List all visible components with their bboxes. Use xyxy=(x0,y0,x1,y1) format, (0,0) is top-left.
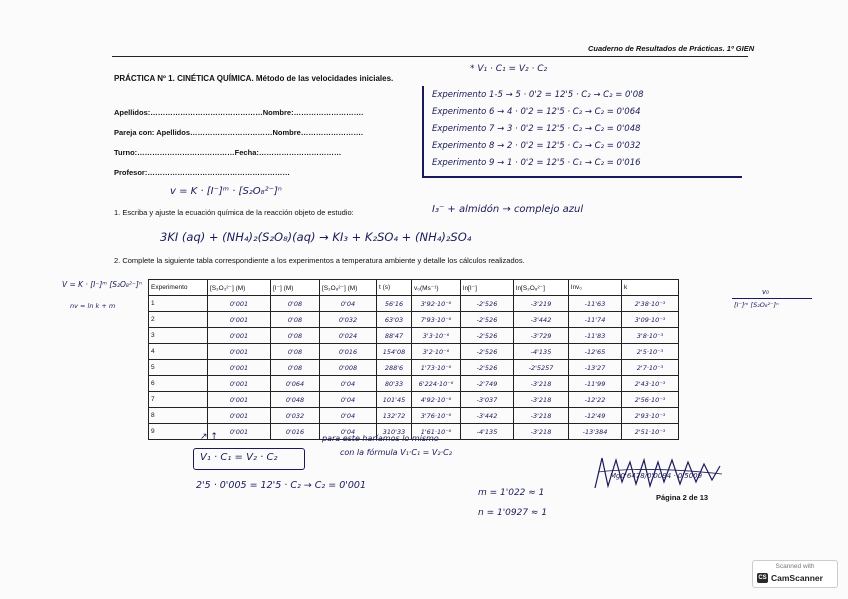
table-cell: 310'33 xyxy=(377,424,412,440)
table-cell: 2'56·10⁻³ xyxy=(622,392,679,408)
scanner-badge xyxy=(752,560,838,588)
results-table xyxy=(148,279,679,440)
table-cell: -3'219 xyxy=(514,296,569,312)
table-cell: -3'218 xyxy=(514,424,569,440)
table-cell: 0'08 xyxy=(271,296,320,312)
table-cell: -3'218 xyxy=(514,408,569,424)
column-header: lnv₀ xyxy=(569,280,622,296)
table-cell: 0'016 xyxy=(271,424,320,440)
top-formula-note: * V₁ · C₁ = V₂ · C₂ xyxy=(470,64,548,74)
table-cell: 2 xyxy=(149,312,208,328)
table-cell: -3'729 xyxy=(514,328,569,344)
form-pareja: Pareja con: Apellidos……………………………Nombre……………………. xyxy=(114,128,363,137)
table-cell: 0'001 xyxy=(208,392,271,408)
table-cell: 6'224·10⁻⁶ xyxy=(412,376,461,392)
table-cell: 1'61·10⁻⁶ xyxy=(412,424,461,440)
question-1: 1. Escriba y ajuste la ecuación química de la reacción objeto de estudio: xyxy=(114,208,354,217)
experiment-note-3: Experimento 7 → 3 · 0'2 = 12'5 · C₂ → C₂ = 0'048 xyxy=(432,124,641,134)
table-cell: 7 xyxy=(149,392,208,408)
table-cell: -3'218 xyxy=(514,392,569,408)
table-cell: 0'032 xyxy=(271,408,320,424)
question-2: 2. Complete la siguiente tabla correspondiente a los experimentos a temperatura ambiente y detalle los cálculos realizados. xyxy=(114,256,525,265)
table-cell: 3'76·10⁻⁶ xyxy=(412,408,461,424)
header-rule xyxy=(112,56,748,57)
table-cell: 0'04 xyxy=(320,376,377,392)
n-result: n = 1'0927 ≈ 1 xyxy=(478,508,548,518)
table-cell: 2'5·10⁻³ xyxy=(622,344,679,360)
table-cell: -11'83 xyxy=(569,328,622,344)
table-cell: 7'93·10⁻⁶ xyxy=(412,312,461,328)
table-cell: -11'99 xyxy=(569,376,622,392)
arrow-marks-icon: ↗ ↑ xyxy=(200,432,218,442)
arrow-note-line-1: para este haríamos lo mismo xyxy=(322,434,439,443)
arrow-note-line-2: con la fórmula V₁·C₁ = V₂·C₂ xyxy=(340,448,452,457)
k-formula-denominator: [I⁻]ᵐ [S₂O₈²⁻]ⁿ xyxy=(734,301,779,309)
table-cell: -2'526 xyxy=(461,360,514,376)
table-cell: 0'001 xyxy=(208,344,271,360)
table-cell: 0'032 xyxy=(320,312,377,328)
table-cell: 3'8·10⁻³ xyxy=(622,328,679,344)
table-cell: -3'442 xyxy=(514,312,569,328)
table-cell: 101'45 xyxy=(377,392,412,408)
table-cell: 0'001 xyxy=(208,360,271,376)
table-cell: -2'749 xyxy=(461,376,514,392)
table-cell: 0'024 xyxy=(320,328,377,344)
table-cell: -12'65 xyxy=(569,344,622,360)
table-cell: 0'064 xyxy=(271,376,320,392)
column-header: v₀(Ms⁻¹) xyxy=(412,280,461,296)
table-cell: 0'08 xyxy=(271,360,320,376)
table-cell: 80'33 xyxy=(377,376,412,392)
table-cell: 0'08 xyxy=(271,312,320,328)
camscanner-logo-icon: CS xyxy=(758,575,767,581)
table-cell: 5 xyxy=(149,360,208,376)
page-number: Página 2 de 13 xyxy=(656,493,709,502)
table-cell: 63'03 xyxy=(377,312,412,328)
table-cell: -3'442 xyxy=(461,408,514,424)
table-row xyxy=(149,296,679,312)
table-row xyxy=(149,408,679,424)
table-cell: 0'001 xyxy=(208,312,271,328)
table-cell: 0'001 xyxy=(208,328,271,344)
experiment-note-1: Experimento 1-5 → 5 · 0'2 = 12'5 · C₂ → C₂ = 0'08 xyxy=(432,90,644,100)
column-header: [S₂O₈²⁻] (M) xyxy=(320,280,377,296)
table-cell: -2'526 xyxy=(461,296,514,312)
experiment-note-4: Experimento 8 → 2 · 0'2 = 12'5 · C₂ → C₂ = 0'032 xyxy=(432,141,641,151)
table-cell: 0'001 xyxy=(208,408,271,424)
rate-law-note: v = K · [I⁻]ᵐ · [S₂O₈²⁻]ⁿ xyxy=(170,186,282,197)
column-header: [S₂O₃²⁻] (M) xyxy=(208,280,271,296)
table-cell: -4'135 xyxy=(461,424,514,440)
table-cell: 1 xyxy=(149,296,208,312)
table-cell: 0'08 xyxy=(271,328,320,344)
table-cell: 2'7·10⁻³ xyxy=(622,360,679,376)
table-cell: 3 xyxy=(149,328,208,344)
table-cell: 0'04 xyxy=(320,408,377,424)
table-row xyxy=(149,376,679,392)
table-cell: 4 xyxy=(149,344,208,360)
table-cell: -3'037 xyxy=(461,392,514,408)
column-header: ln[S₂O₈²⁻] xyxy=(514,280,569,296)
table-cell: 3'92·10⁻⁶ xyxy=(412,296,461,312)
table-cell: 6 xyxy=(149,376,208,392)
table-cell: -4'135 xyxy=(514,344,569,360)
form-apellidos: Apellidos:………………………………………Nombre:………………………. xyxy=(114,108,364,117)
column-header: ln[I⁻] xyxy=(461,280,514,296)
table-cell: 3'09·10⁻³ xyxy=(622,312,679,328)
table-cell: 2'93·10⁻³ xyxy=(622,408,679,424)
table-cell: 9 xyxy=(149,424,208,440)
table-cell: -13'27 xyxy=(569,360,622,376)
table-row xyxy=(149,312,679,328)
experiment-note-2: Experimento 6 → 4 · 0'2 = 12'5 · C₂ → C₂ = 0'064 xyxy=(432,107,641,117)
page-title: PRÁCTICA Nº 1. CINÉTICA QUÍMICA. Método de las velocidades iniciales. xyxy=(114,74,394,83)
table-cell: 88'47 xyxy=(377,328,412,344)
notes-bracket-bottom xyxy=(422,176,742,178)
table-cell: -11'63 xyxy=(569,296,622,312)
table-cell: 0'048 xyxy=(271,392,320,408)
question-1-answer: I₃⁻ + almidón → complejo azul xyxy=(432,204,584,215)
column-header: t (s) xyxy=(377,280,412,296)
table-row xyxy=(149,392,679,408)
table-cell: 0'001 xyxy=(208,296,271,312)
table-cell: 4'92·10⁻⁶ xyxy=(412,392,461,408)
table-header-row xyxy=(149,280,679,296)
signature-text: Mg0'6478/0'0094 · 0'5009 xyxy=(610,472,703,480)
table-cell: 0'001 xyxy=(208,424,271,440)
scanner-line-1: Scanned with xyxy=(775,563,815,570)
experiment-note-5: Experimento 9 → 1 · 0'2 = 12'5 · C₁ → C₂ = 0'016 xyxy=(432,158,641,168)
table-cell: 0'04 xyxy=(320,424,377,440)
table-cell: 154'08 xyxy=(377,344,412,360)
k-formula-fraction-bar xyxy=(732,298,812,299)
balanced-equation: 3KI (aq) + (NH₄)₂(S₂O₈)(aq) → KI₃ + K₂SO₄ + (NH₄)₂SO₄ xyxy=(160,230,472,244)
table-cell: 8 xyxy=(149,408,208,424)
table-cell: 0'04 xyxy=(320,296,377,312)
table-cell: -13'384 xyxy=(569,424,622,440)
column-header: [I⁻] (M) xyxy=(271,280,320,296)
scanner-line-2: CamScanner xyxy=(771,573,823,583)
k-formula-numerator: v₀ xyxy=(762,288,769,296)
table-row xyxy=(149,328,679,344)
table-cell: -12'22 xyxy=(569,392,622,408)
table-cell: 132'72 xyxy=(377,408,412,424)
table-row xyxy=(149,360,679,376)
column-header: Experimento xyxy=(149,280,208,296)
table-cell: 0'008 xyxy=(320,360,377,376)
column-header: k xyxy=(622,280,679,296)
margin-note-ln: nv = ln k + m xyxy=(70,302,116,310)
table-cell: 2'38·10⁻³ xyxy=(622,296,679,312)
table-cell: -2'526 xyxy=(461,312,514,328)
m-result: m = 1'022 ≈ 1 xyxy=(478,488,545,498)
table-cell: -12'49 xyxy=(569,408,622,424)
table-cell: 0'08 xyxy=(271,344,320,360)
margin-note-rate: V = K · [I⁻]ᵐ [S₂O₈²⁻]ⁿ xyxy=(62,280,142,289)
table-cell: -11'74 xyxy=(569,312,622,328)
table-cell: -3'218 xyxy=(514,376,569,392)
table-cell: 1'73·10⁻⁶ xyxy=(412,360,461,376)
box-calculation: 2'5 · 0'005 = 12'5 · C₂ → C₂ = 0'001 xyxy=(196,480,367,491)
table-cell: 0'001 xyxy=(208,376,271,392)
table-row xyxy=(149,344,679,360)
box-formula: V₁ · C₁ = V₂ · C₂ xyxy=(200,452,278,463)
table-cell: 0'04 xyxy=(320,392,377,408)
table-cell: 3'3·10⁻⁶ xyxy=(412,328,461,344)
table-cell: 2'51·10⁻³ xyxy=(622,424,679,440)
notes-bracket-left xyxy=(422,86,424,178)
table-cell: -2'526 xyxy=(461,328,514,344)
form-profesor: Profesor:………………………………………………… xyxy=(114,168,290,177)
form-turno: Turno:…………………………………Fecha:…………………………… xyxy=(114,148,342,157)
table-cell: 288'6 xyxy=(377,360,412,376)
table-cell: -2'5257 xyxy=(514,360,569,376)
table-cell: 56'16 xyxy=(377,296,412,312)
table-cell: 0'016 xyxy=(320,344,377,360)
page-header: Cuaderno de Resultados de Prácticas. 1º GIEN xyxy=(588,44,755,53)
table-cell: -2'526 xyxy=(461,344,514,360)
table-cell: 3'2·10⁻⁶ xyxy=(412,344,461,360)
table-cell: 2'43·10⁻³ xyxy=(622,376,679,392)
